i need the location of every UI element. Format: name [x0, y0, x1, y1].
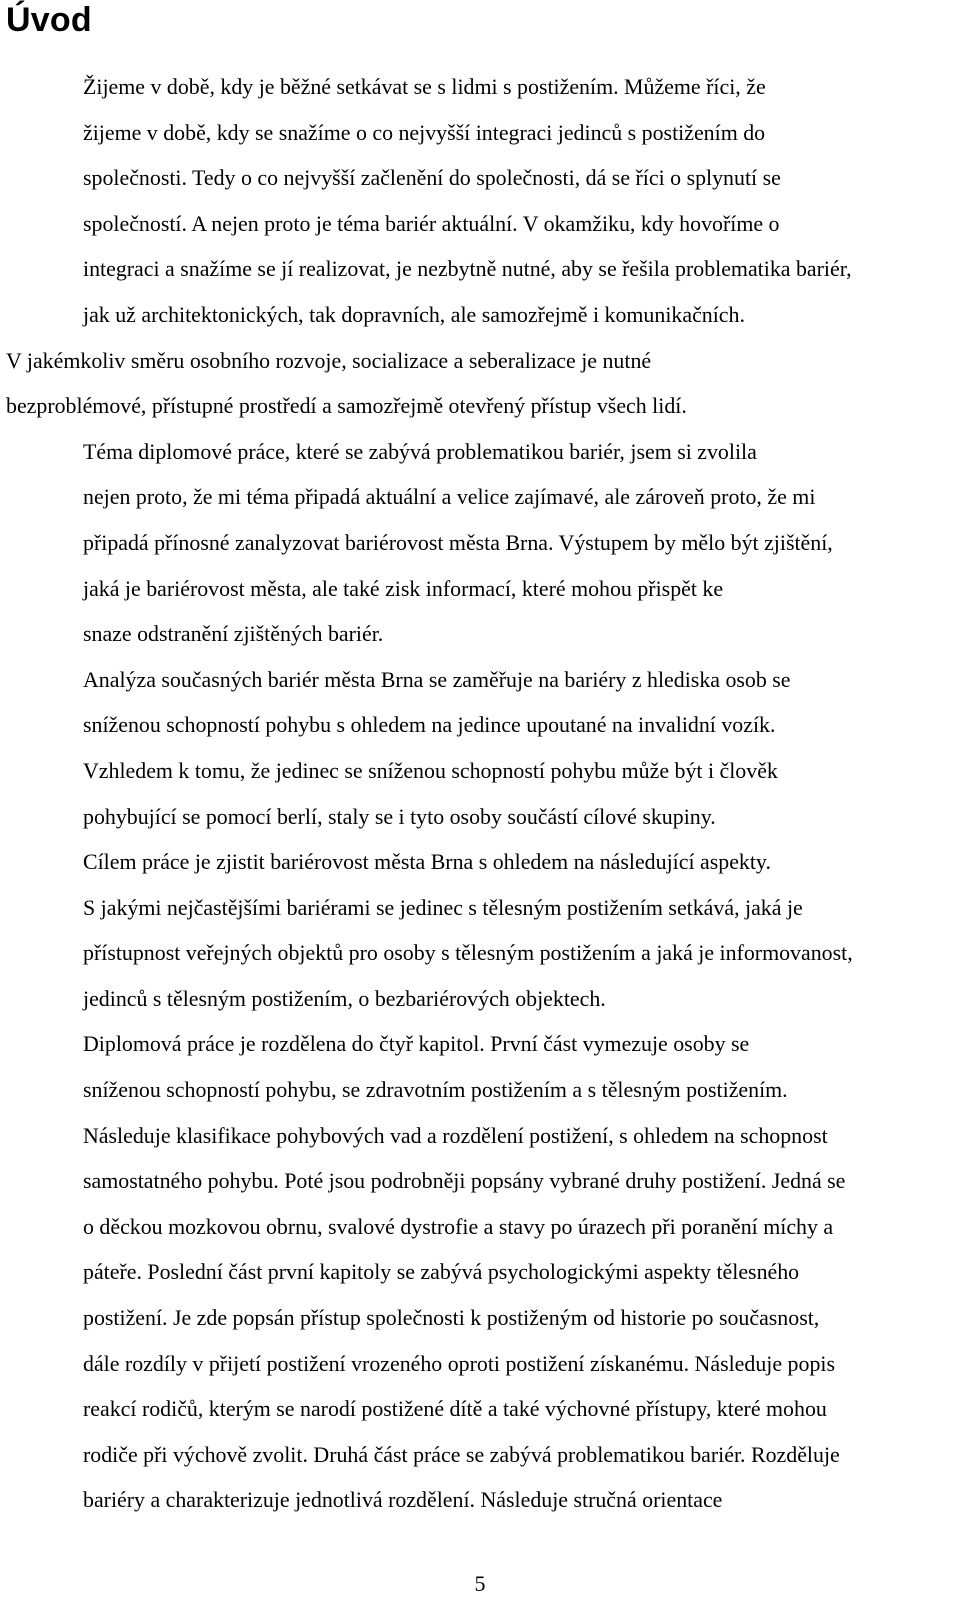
paragraph-topic — [6, 429, 938, 657]
text-line: bezproblémové, přístupné prostředí a samozřejmě otevřený přístup všech lidí. — [6, 393, 687, 419]
page-number: 5 — [474, 1571, 486, 1596]
paragraph-analysis — [6, 657, 938, 839]
paragraph-development — [6, 338, 938, 429]
text-line: pohybující se pomocí berlí, staly se i tyto osoby součástí cílové skupiny. — [83, 803, 716, 829]
text-line: Téma diplomové práce, které se zabývá problematikou bariér, jsem si zvolila — [83, 438, 757, 464]
text-line: společnosti. Tedy o co nejvyšší začlenění do společnosti, dá se říci o splynutí se — [83, 165, 781, 191]
text-line: Následuje klasifikace pohybových vad a rozdělení postižení, s ohledem na schopnost — [83, 1122, 828, 1148]
text-line: jak už architektonických, tak dopravních, ale samozřejmě i komunikačních. — [83, 301, 745, 327]
text-line: Diplomová práce je rozdělena do čtyř kapitol. První část vymezuje osoby se — [83, 1031, 750, 1057]
section-heading: Úvod — [6, 1, 92, 39]
text-line: bariéry a charakterizuje jednotlivá rozdělení. Následuje stručná orientace — [83, 1487, 723, 1513]
text-line: sníženou schopností pohybu, se zdravotním postižením a s tělesným postižením. — [83, 1077, 788, 1103]
text-line: snaze odstranění zjištěných bariér. — [83, 621, 384, 647]
text-line: reakcí rodičů, kterým se narodí postižené dítě a také výchovné přístupy, které mohou — [83, 1396, 827, 1422]
text-line: S jakými nejčastějšími bariérami se jedinec s tělesným postižením setkává, jaká je — [83, 894, 803, 920]
text-line: Vzhledem k tomu, že jedinec se sníženou schopností pohybu může být i člověk — [83, 757, 778, 783]
text-line: o děckou mozkovou obrnu, svalové dystrofie a stavy po úrazech při poranění míchy a — [83, 1213, 834, 1239]
text-line: Žijeme v době, kdy je běžné setkávat se s lidmi s postižením. Můžeme říci, že — [83, 74, 766, 99]
text-line: Analýza současných bariér města Brna se zaměřuje na bariéry z hlediska osob se — [83, 666, 791, 692]
body-text — [6, 64, 938, 1523]
text-line: Cílem práce je zjistit bariérovost města Brna s ohledem na následující aspekty. — [83, 849, 771, 875]
paragraph-structure — [6, 1021, 938, 1523]
paragraph-intro — [6, 64, 938, 338]
text-line: společností. A nejen proto je téma bariér aktuální. V okamžiku, kdy hovoříme o — [83, 210, 780, 236]
paragraph-goal — [6, 839, 938, 1021]
text-line: samostatného pohybu. Poté jsou podrobněji popsány vybrané druhy postižení. Jedná se — [83, 1168, 846, 1194]
text-line: rodiče při výchově zvolit. Druhá část práce se zabývá problematikou bariér. Rozděluje — [83, 1441, 840, 1467]
text-line: sníženou schopností pohybu s ohledem na jedince upoutané na invalidní vozík. — [83, 712, 776, 738]
text-line: páteře. Poslední část první kapitoly se zabývá psychologickými aspekty tělesného — [83, 1259, 800, 1285]
text-line: jedinců s tělesným postižením, o bezbariérových objektech. — [83, 985, 606, 1011]
text-line: připadá přínosné zanalyzovat bariérovost města Brna. Výstupem by mělo být zjištění, — [83, 529, 833, 555]
text-line: žijeme v době, kdy se snažíme o co nejvyšší integraci jedinců s postižením do — [83, 119, 766, 145]
text-line: postižení. Je zde popsán přístup společnosti k postiženým od historie po současnost, — [83, 1305, 820, 1331]
text-line: nejen proto, že mi téma připadá aktuální a velice zajímavé, ale zároveň proto, že mi — [83, 484, 816, 510]
text-line: jaká je bariérovost města, ale také zisk informací, které mohou přispět ke — [83, 575, 724, 601]
text-line: V jakémkoliv směru osobního rozvoje, socializace a seberalizace je nutné — [6, 347, 652, 373]
text-line: integraci a snažíme se jí realizovat, je nezbytně nutné, aby se řešila problematika bariér, — [83, 256, 852, 282]
text-line: přístupnost veřejných objektů pro osoby s tělesným postižením a jaká je informovanost, — [83, 940, 853, 966]
text-line: dále rozdíly v přijetí postižení vrozeného oproti postižení získanému. Následuje popis — [83, 1350, 835, 1376]
